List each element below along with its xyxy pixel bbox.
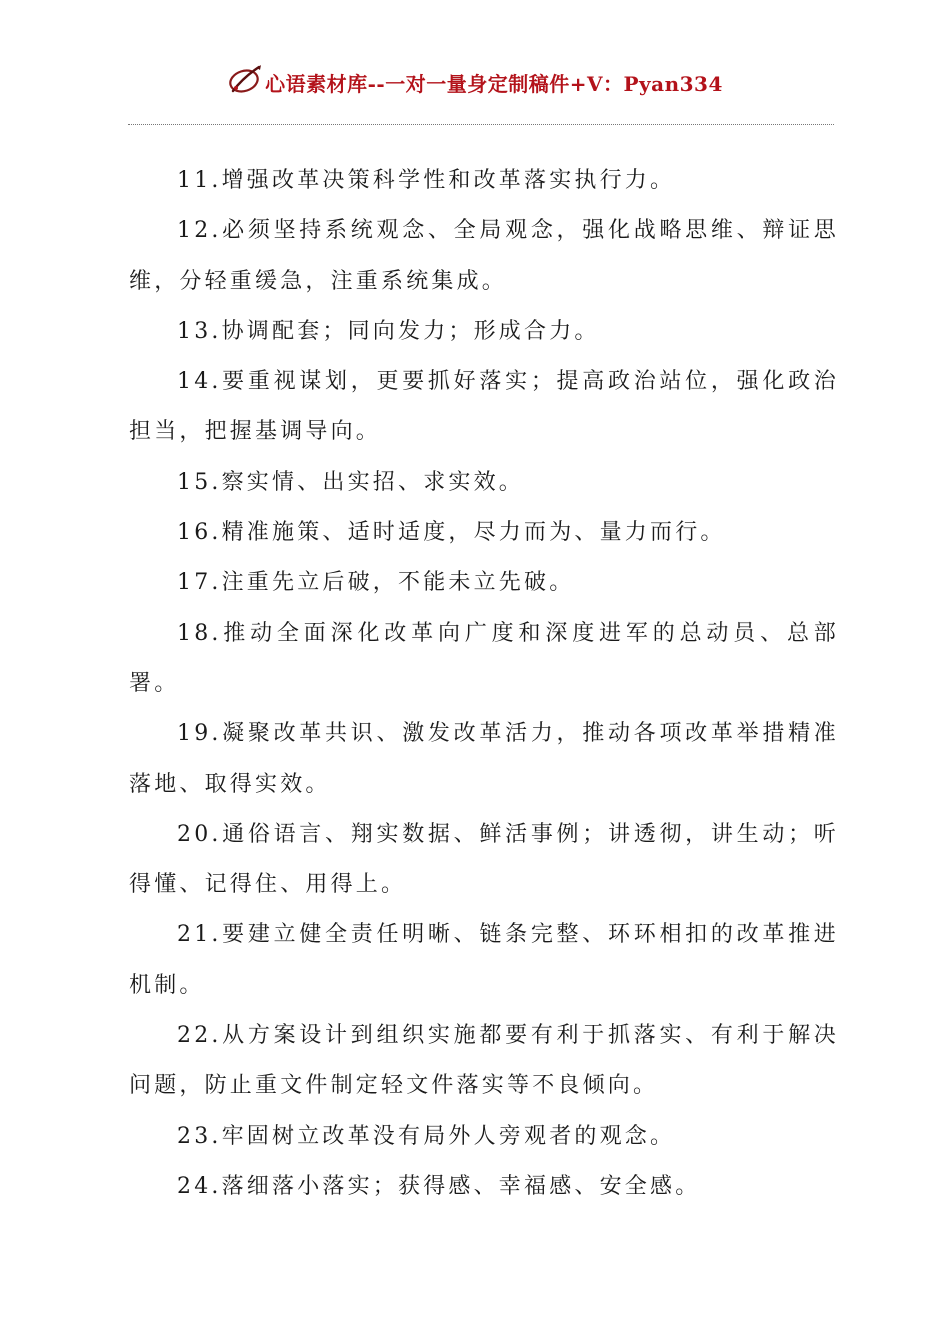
list-item: 14.要重视谋划，更要抓好落实；提高政治站位，强化政治担当，把握基调导向。	[129, 369, 839, 445]
list-item: 21.要建立健全责任明晰、链条完整、环环相扣的改革推进机制。	[129, 922, 839, 998]
page-header	[0, 60, 950, 104]
list-item: 24.落细落小落实；获得感、幸福感、安全感。	[177, 1173, 701, 1199]
list-item: 15.察实情、出实招、求实效。	[177, 469, 524, 495]
list-item: 23.牢固树立改革没有局外人旁观者的观念。	[177, 1123, 676, 1149]
list-item: 19.凝聚改革共识、激发改革活力，推动各项改革举措精准落地、取得实效。	[129, 721, 839, 797]
list-item: 20.通俗语言、翔实数据、鲜活事例；讲透彻，讲生动；听得懂、记得住、用得上。	[129, 821, 839, 898]
header-divider	[128, 124, 834, 125]
list-item: 12.必须坚持系统观念、全局观念，强化战略思维、辩证思维，分轻重缓急，注重系统集成。	[129, 218, 839, 294]
pen-swirl-logo	[227, 63, 263, 97]
header-title: 心语素材库--一对一量身定制稿件+V：Pyan334	[265, 71, 723, 96]
list-item: 22.从方案设计到组织实施都要有利于抓落实、有利于解决问题，防止重文件制定轻文件落实等不良倾向。	[129, 1023, 839, 1099]
document-body	[129, 156, 839, 1212]
list-item: 13.协调配套；同向发力；形成合力。	[177, 318, 600, 344]
list-item: 16.精准施策、适时适度，尽力而为、量力而行。	[177, 520, 726, 546]
list-item: 17.注重先立后破，不能未立先破。	[177, 570, 575, 596]
list-item: 11.增强改革决策科学性和改革落实执行力。	[177, 168, 676, 193]
list-item: 18.推动全面深化改革向广度和深度进军的总动员、总部署。	[129, 620, 839, 696]
